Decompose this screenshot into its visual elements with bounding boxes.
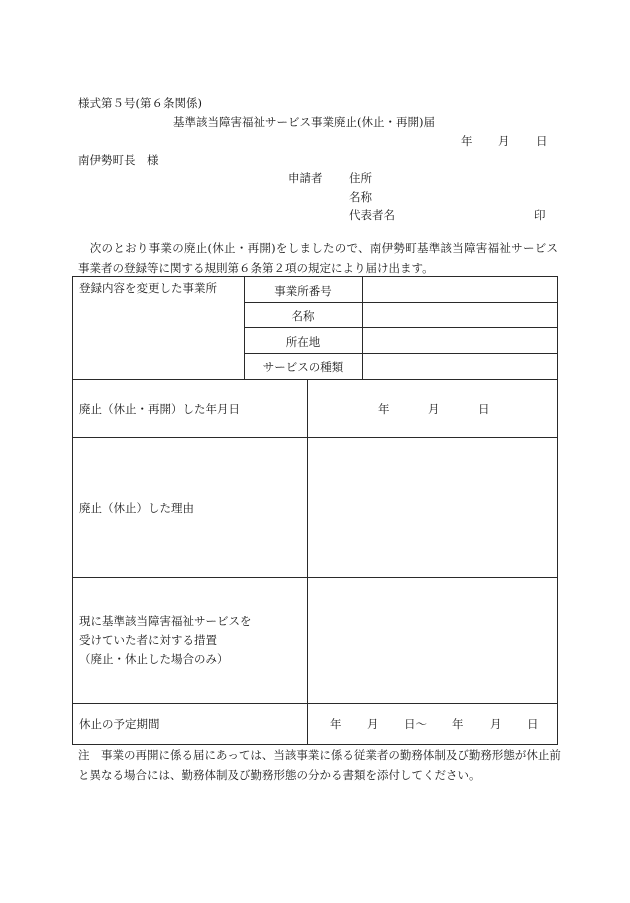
table-divider bbox=[72, 577, 558, 578]
table-divider bbox=[244, 302, 557, 303]
closure-date-day: 日 bbox=[478, 402, 490, 416]
applicant-label: 申請者 bbox=[288, 171, 323, 185]
changed-office-label: 登録内容を変更した事業所 bbox=[79, 281, 217, 295]
period-to-month: 月 bbox=[490, 717, 502, 731]
table-divider bbox=[72, 437, 558, 438]
office-location-label: 所在地 bbox=[285, 335, 321, 349]
measures-label bbox=[79, 612, 252, 669]
applicant-representative-label: 代表者名 bbox=[349, 208, 395, 222]
office-name-label: 名称 bbox=[291, 309, 315, 323]
body-text: 次のとおり事業の廃止(休止・再開)をしましたので、南伊勢町基準該当障害福祉サービス事業者の登録等に関する規則第６条第２項の規定により届け出ます。 bbox=[78, 241, 558, 275]
period-from-year: 年 bbox=[330, 717, 342, 731]
reason-label: 廃止（休止）した理由 bbox=[79, 501, 194, 515]
measures-line-1: 現に基準該当障害福祉サービスを bbox=[79, 614, 252, 628]
table-divider bbox=[244, 327, 557, 328]
planned-period-label: 休止の予定期間 bbox=[79, 717, 160, 731]
footnote: 注 事業の再開に係る届にあっては、当該事業に係る従業者の勤務体制及び勤務形態が休止前と異なる場合には、勤務体制及び勤務形態の分かる書類を添付してください。 bbox=[78, 748, 561, 782]
measures-line-2: 受けていた者に対する措置 bbox=[79, 633, 217, 647]
form-number: 様式第５号(第６条関係) bbox=[78, 96, 202, 110]
period-from-day: 日～ bbox=[404, 717, 427, 731]
office-number-label: 事業所番号 bbox=[274, 284, 332, 298]
period-to-year: 年 bbox=[452, 717, 464, 731]
applicant-address-label: 住所 bbox=[349, 171, 372, 185]
addressee: 南伊勢町長 様 bbox=[78, 153, 159, 167]
date-month-label: 月 bbox=[498, 134, 510, 148]
table-divider bbox=[362, 276, 363, 379]
seal-mark: 印 bbox=[534, 208, 546, 222]
table-divider bbox=[244, 353, 557, 354]
date-day-label: 日 bbox=[536, 134, 548, 148]
form-title: 基準該当障害福祉サービス事業廃止(休止・再開)届 bbox=[173, 115, 435, 129]
closure-date-year: 年 bbox=[378, 402, 390, 416]
date-year-label: 年 bbox=[461, 134, 473, 148]
closure-date-label: 廃止（休止・再開）した年月日 bbox=[79, 402, 240, 416]
applicant-name-label: 名称 bbox=[349, 190, 372, 204]
table-divider bbox=[72, 379, 558, 380]
table-divider bbox=[307, 379, 308, 745]
table-divider bbox=[244, 276, 245, 379]
period-to-day: 日 bbox=[527, 717, 539, 731]
measures-line-3: （廃止・休止した場合のみ） bbox=[79, 652, 229, 666]
table-divider bbox=[72, 703, 558, 704]
closure-date-month: 月 bbox=[428, 402, 440, 416]
service-type-label: サービスの種類 bbox=[262, 360, 344, 374]
period-from-month: 月 bbox=[367, 717, 379, 731]
